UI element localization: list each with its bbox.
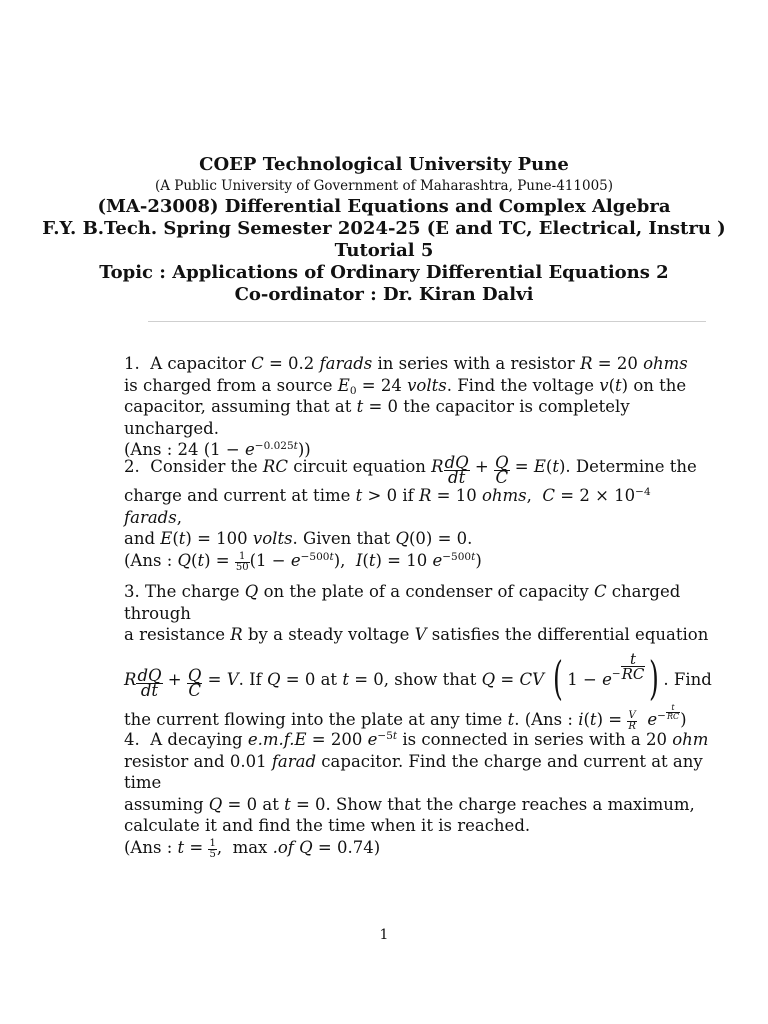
question-3: 3. The charge Q on the plate of a condenser of capacity C charged through a resistance R by a steady voltage V satisfies the differential equation R $\frac{dQ}{dt}$ + $\frac{Q}{C}$ = V. If Q = 0 at t = 0, show that Q = CV ( $1 - e^{- \frac{t}{RC}}$ ) . Find the current flowing into the plate at any time t. (Ans : i(t) = $\frac{V}{R}$ $e^{- \frac{t}{RC}}$ ) [124, 582, 712, 732]
coordinator-line: Co-ordinator : Dr. Kiran Dalvi [234, 284, 534, 305]
program-line: F.Y. B.Tech. Spring Semester 2024-25 (E and TC, Electrical, Instru ) [42, 218, 726, 239]
institution-name: COEP Technological University Pune [199, 154, 569, 175]
question-4: 4. A decaying e.m.f.E = 200 $e^{-5t}$ is connected in series with a 20 ohm resistor and 0.01 farad capacitor. Find the charge and current at any time assuming Q = 0 at t = 0. Show that the charge reaches a maximum, calculate it and find the time when it is reached. (Ans : t = $\frac{1}{5}$ , max .of Q = 0.74) [124, 729, 712, 860]
course-title: (MA-23008) Differential Equations and Complex Algebra [97, 196, 671, 217]
question-1: 1. A capacitor C = 0.2 farads in series with a resistor R = 20 ohms is charged from a source $E_0 = 24$ volts. Find the voltage v(t) on the capacitor, assuming that at t = 0 the capacitor is completely uncharged. (Ans : 24 $(1 - e^{-0.025t})$) [124, 353, 712, 461]
answer-4: (Ans : t = $\frac{1}{5}$ , max .of Q = 0.74) [124, 837, 381, 860]
header-divider [148, 321, 706, 322]
answer-2: (Ans : Q(t) = $\frac{1}{50}$ $(1 - e^{-500t})$, I(t) = 10 $e^{-500t}$) [124, 550, 482, 573]
tutorial-title: Tutorial 5 [334, 240, 434, 261]
page-number: 1 [379, 927, 389, 943]
institution-subtitle: (A Public University of Government of Maharashtra, Pune-411005) [154, 178, 614, 194]
document-header [0, 154, 768, 306]
answer-1: (Ans : 24 $(1 - e^{-0.025t})$) [124, 440, 311, 459]
topic-line: Topic : Applications of Ordinary Differential Equations 2 [99, 262, 669, 283]
question-2: 2. Consider the RC circuit equation R $\frac{dQ}{dt}$ + $\frac{Q}{C}$ = E(t). Determine the charge and current at time t > 0 if R = 10 ohms, $C = 2 \times 10^{-4}$ farads, and E(t) = 100 volts. Given that Q(0) = 0. (Ans : Q(t) = $\frac{1}{50}$ $(1 - e^{-500t})$, I(t) = 10 $e^{-500t}$) [124, 456, 712, 573]
